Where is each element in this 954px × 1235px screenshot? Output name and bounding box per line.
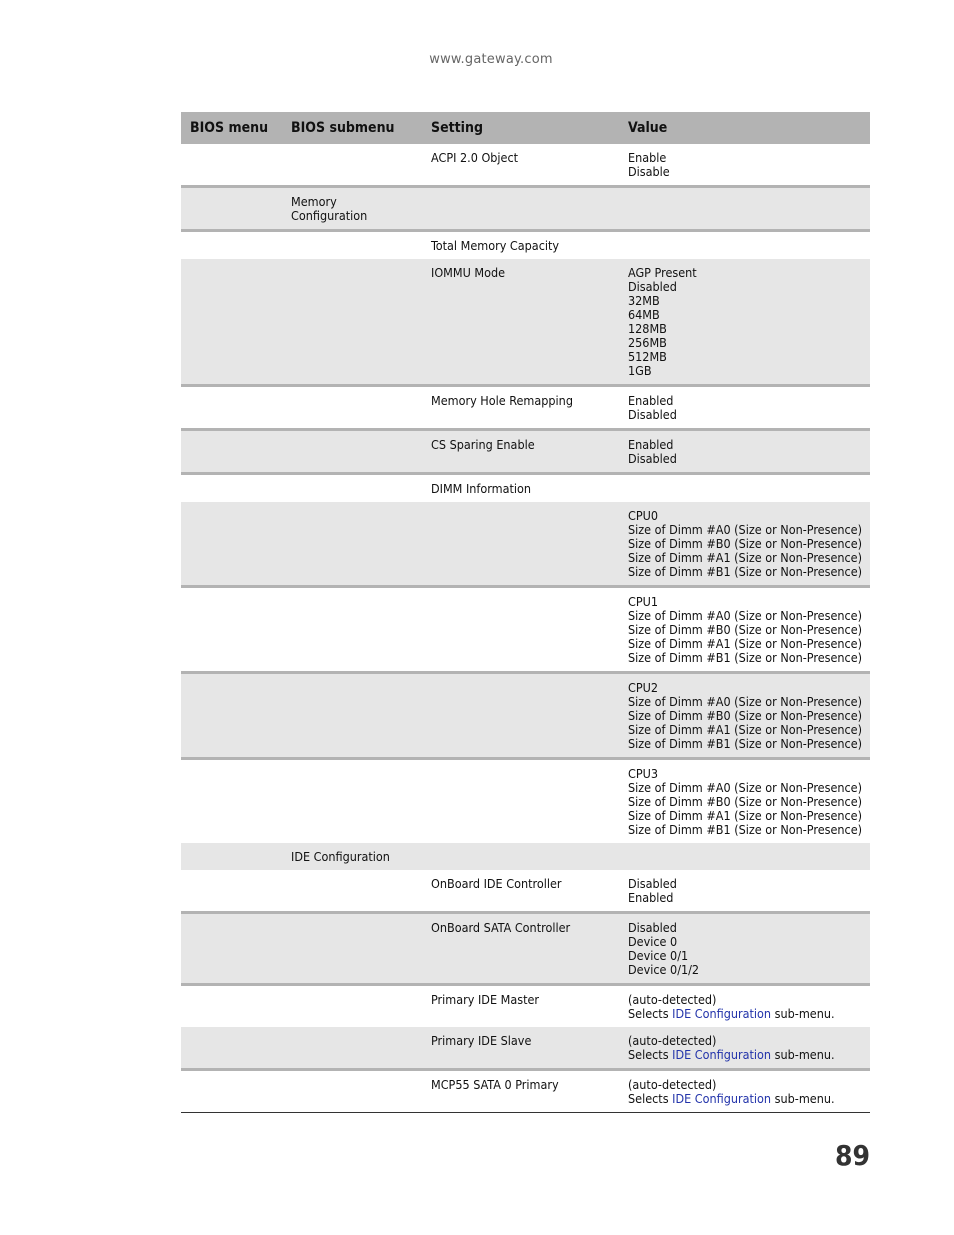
value-option: Size of Dimm #B0 (Size or Non-Presence) [628,536,863,551]
value-option: Enabled [628,890,674,905]
reference-suffix: sub-menu. [771,1006,835,1021]
submenu-text: Configuration [291,208,368,223]
cell-bios-menu [181,913,282,985]
value-option: CPU1 [628,594,659,609]
value-option: Size of Dimm #B1 (Size or Non-Presence) [628,736,863,751]
cell-bios-menu [181,259,282,386]
value-option: Size of Dimm #A1 (Size or Non-Presence) [628,636,862,651]
cell-bios-submenu [282,187,422,231]
value-option: 1GB [628,363,652,378]
ide-configuration-link[interactable]: IDE Configuration [672,1006,772,1021]
cell-setting: OnBoard SATA Controller [422,913,619,985]
table-row [181,187,870,231]
value-option: Disabled [628,876,677,891]
cell-bios-menu [181,587,282,673]
table-header-row [181,112,870,144]
cell-value [619,231,870,260]
cell-setting: CS Sparing Enable [422,430,619,474]
col-header-bios-menu: BIOS menu [181,112,282,144]
cell-bios-submenu [282,144,422,187]
cell-bios-submenu [282,673,422,759]
cell-setting: OnBoard IDE Controller [422,870,619,913]
value-option: Size of Dimm #A0 (Size or Non-Presence) [628,608,862,623]
table-row [181,913,870,985]
cell-bios-menu [181,187,282,231]
value-option: Size of Dimm #B0 (Size or Non-Presence) [628,622,863,637]
cell-bios-menu [181,144,282,187]
cell-bios-menu [181,474,282,503]
table-row [181,231,870,260]
table-row [181,144,870,187]
value-option: Size of Dimm #A0 (Size or Non-Presence) [628,522,862,537]
value-option: Enable [628,150,667,165]
cell-setting [422,187,619,231]
cell-bios-menu [181,870,282,913]
cell-bios-submenu [282,259,422,386]
cell-value [619,985,870,1028]
reference-prefix: Selects [628,1091,673,1106]
cell-bios-submenu [282,843,422,870]
table-row [181,502,870,587]
value-option: Disabled [628,920,677,935]
cell-value [619,259,870,386]
reference-prefix: Selects [628,1047,673,1062]
value-option: Disabled [628,451,677,466]
cell-bios-menu [181,843,282,870]
table-row [181,474,870,503]
value-option: 32MB [628,293,660,308]
cell-setting: Memory Hole Remapping [422,386,619,430]
table-row [181,259,870,386]
table-row [181,870,870,913]
table-row [181,386,870,430]
value-option: Device 0/1 [628,948,689,963]
cell-setting [422,843,619,870]
value-option: (auto-detected) [628,1033,717,1048]
cell-bios-submenu [282,502,422,587]
submenu-reference [628,1007,866,1021]
ide-configuration-link[interactable]: IDE Configuration [672,1091,772,1106]
cell-bios-menu [181,1027,282,1070]
value-option: Size of Dimm #A0 (Size or Non-Presence) [628,694,862,709]
submenu-reference [628,1092,866,1106]
col-header-value: Value [619,112,870,144]
value-option: Device 0/1/2 [628,962,700,977]
page-number: 89 [834,1139,870,1172]
table-row [181,985,870,1028]
value-option: CPU2 [628,680,659,695]
cell-value [619,673,870,759]
cell-setting: DIMM Information [431,481,532,496]
cell-bios-submenu [282,1027,422,1070]
cell-bios-menu [181,673,282,759]
cell-setting: MCP55 SATA 0 Primary [422,1070,619,1113]
value-option: CPU0 [628,508,659,523]
cell-value [619,1027,870,1070]
bios-settings-table [181,112,870,1113]
value-option: Size of Dimm #A1 (Size or Non-Presence) [628,722,862,737]
value-option: AGP Present [628,265,697,280]
cell-bios-menu [181,759,282,844]
cell-bios-submenu [282,870,422,913]
cell-value [619,1070,870,1113]
value-option: Size of Dimm #B0 (Size or Non-Presence) [628,794,863,809]
value-option: Size of Dimm #B1 (Size or Non-Presence) [628,650,863,665]
cell-bios-menu [181,1070,282,1113]
cell-bios-submenu [282,1070,422,1113]
reference-suffix: sub-menu. [771,1091,835,1106]
value-option: 64MB [628,307,660,322]
value-option: Size of Dimm #B1 (Size or Non-Presence) [628,564,863,579]
table-row [181,1070,870,1113]
cell-setting [422,502,619,587]
submenu-text: IDE Configuration [291,849,390,864]
cell-bios-submenu [282,913,422,985]
submenu-reference [628,1048,866,1062]
cell-bios-menu [181,985,282,1028]
cell-setting [422,587,619,673]
cell-setting [422,759,619,844]
cell-value [619,430,870,474]
site-url: www.gateway.com [429,52,553,67]
cell-bios-menu [181,386,282,430]
cell-value [619,913,870,985]
value-option: Disabled [628,407,677,422]
submenu-text: Memory [291,194,337,209]
cell-bios-menu [181,502,282,587]
cell-value [619,843,870,870]
cell-bios-submenu [282,231,422,260]
cell-value [619,187,870,231]
cell-value [619,870,870,913]
value-option: Device 0 [628,934,678,949]
cell-setting: ACPI 2.0 Object [422,144,619,187]
value-option: 128MB [628,321,667,336]
cell-bios-menu [181,430,282,474]
col-header-setting: Setting [422,112,619,144]
value-option: Size of Dimm #A0 (Size or Non-Presence) [628,780,862,795]
cell-setting [422,673,619,759]
cell-bios-submenu [282,759,422,844]
cell-bios-submenu [282,985,422,1028]
ide-configuration-link[interactable]: IDE Configuration [672,1047,772,1062]
cell-value [619,587,870,673]
cell-setting: IOMMU Mode [422,259,619,386]
value-option: Disable [628,164,670,179]
cell-setting: Total Memory Capacity [431,238,560,253]
reference-prefix: Selects [628,1006,673,1021]
table-row [181,843,870,870]
table-row [181,673,870,759]
table-row [181,759,870,844]
value-option: Enabled [628,437,674,452]
cell-bios-submenu [282,474,422,503]
cell-setting: Primary IDE Master [431,992,540,1007]
value-option: Size of Dimm #B0 (Size or Non-Presence) [628,708,863,723]
cell-value [619,144,870,187]
col-header-bios-submenu: BIOS submenu [282,112,422,144]
value-option: (auto-detected) [628,992,717,1007]
value-option: Size of Dimm #B1 (Size or Non-Presence) [628,822,863,837]
value-option: Enabled [628,393,674,408]
value-option: Size of Dimm #A1 (Size or Non-Presence) [628,550,862,565]
value-option: Size of Dimm #A1 (Size or Non-Presence) [628,808,862,823]
cell-value [619,759,870,844]
reference-suffix: sub-menu. [771,1047,835,1062]
table-row [181,587,870,673]
cell-bios-submenu [282,386,422,430]
cell-setting: Primary IDE Slave [422,1027,619,1070]
cell-bios-menu [181,231,282,260]
cell-bios-submenu [282,430,422,474]
cell-value [619,474,870,503]
value-option: 256MB [628,335,667,350]
table-row [181,1027,870,1070]
table-row [181,430,870,474]
cell-bios-submenu [282,587,422,673]
cell-value [619,502,870,587]
value-option: CPU3 [628,766,659,781]
cell-value [619,386,870,430]
value-option: Disabled [628,279,677,294]
value-option: (auto-detected) [628,1077,717,1092]
value-option: 512MB [628,349,667,364]
